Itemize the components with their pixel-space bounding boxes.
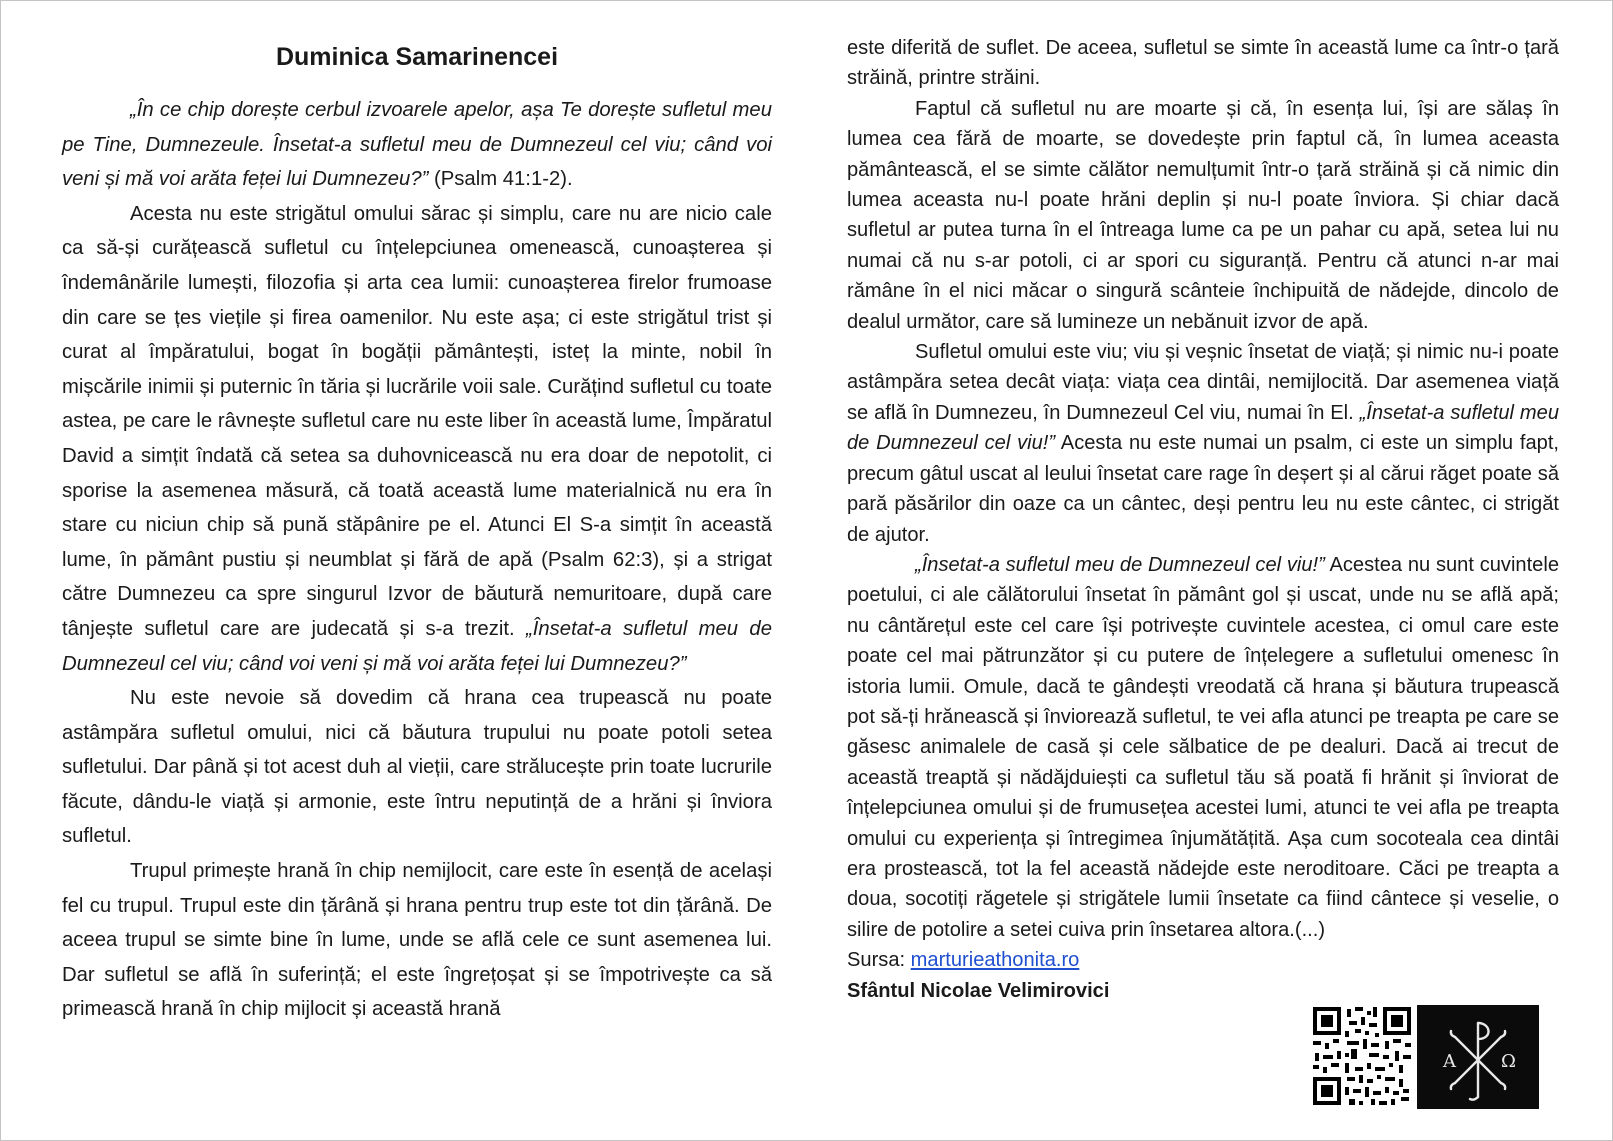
quote-text: „Însetat-a sufletul meu de Dumnezeul cel viu!” [847,401,1559,455]
qr-code-icon [1311,1005,1413,1107]
chi-rho-alpha-omega-icon [1417,1005,1539,1109]
paragraph-3: Nu este nevoie să dovedim că hrana cea trupească nu poate astâmpăra sufletul omului, nici că băutura trupului nu poate potoli setea sufletului. Dar până și tot acest duh al vieții, care strălucește prin toate lucrurile făcute, dându-le viață și armonie, este întru neputință de a hrăni și înviora sufletul. [62,687,772,848]
paragraph-text: Acestea nu sunt cuvintele poetului, ci ale călătorului însetat în pământ gol și uscat, unde nu se află apă; nu cântărețul este cel care își potrivește cuvintele acestea, ci omul care este poate cel mai pătrunzător și cu putere de înțelegere a sufletului omenesc în istoria lumii. Omule, dacă te gândești vreodată că hrana și băutura trupească pot să-ți hrănească și înviorează sufletul, te vei afla atunci pe treapta pe care se găsesc animalele de casă și cele sălbatice de pe dealuri. Dacă ai trecut de această treaptă și nădăjduiești ca sufletul tău să poată fi hrănit și înviorat de înțelepciunea omului și de frumusețea acestei lumi, atunci te vei afla pe treapta omului cu experiența și întregimea înjumătățită. Așa cum socoteala cea dintâi era prostească, tot la fel această nădejde este neroditoare. Căci pe treapta a doua, socotiți răgetele și strigătele lumii însetate ca fiind cântece și veselie, o silire de potolire a setei cuiva prin însetarea altora.(...) [847,553,1559,941]
paragraph-text: Acesta nu este numai un psalm, ci este un simplu fapt, precum gâtul uscat al leului însetat care rage în deșert și al cărui răget poate să pară păsărilor din oaze ca un cântec, deși pentru leu nu este cântec, ci strigăt de ajutor. [847,432,1559,546]
author-name: Sfântul Nicolae Velimirovici [847,979,1110,1002]
source-line [847,945,1559,975]
paragraph-2 [62,197,772,681]
source-label: Sursa: [847,949,911,972]
paragraph-text: Sufletul omului este viu; viu și veșnic însetat de viață; și nimic nu-i poate astâmpăra setea decât viața: viața cea dintâi, nemijlocită. Dar asemenea viață se află în Dumnezeu, în Dumnezeul Cel viu, numai în El. [847,341,1559,424]
paragraph-continued: este diferită de suflet. De aceea, sufletul se simte în această lume ca într-o țară străină, printre străini. [847,37,1559,90]
left-column [62,37,772,1027]
psalm-reference: (Psalm 41:1-2). [428,168,573,191]
paragraph-text: Acesta nu este strigătul omului sărac și simplu, care nu are nicio cale ca să-și curățească sufletul cu înțelepciunea omenească, cunoașterea și îndemânările lumești, filozofia și arta cea lumii: cunoașterea firelor frumoase din care se țes viețile și firea oamenilor. Nu este așa; ci este strigătul trist și curat al împăratului, bogat în bogății pământești, isteț la minte, nobil în mișcările inimii și puternic în tăria și lucrările voii sale. Curățind sufletul cu toate astea, pe care le râvnește sufletul care nu este liber în această lume, Împăratul David a simțit îndată că setea sa duhovnicească nu era doar de nepotolit, ci sporise la asemenea măsură, că toată această lume materialnică nu era în stare cu niciun chip să pună stăpânire pe el. Atunci El S-a simțit în această lume, în pământ pustiu și neumblat și fără de apă (Psalm 62:3), și a strigat către Dumnezeu ca spre singurul Izvor de băutură nemuritoare, după care tânjește sufletul care are judecată și s-a trezit. [62,202,772,640]
chi-rho-logo-graphic [1417,1005,1539,1109]
omega-letter: Ω [1501,1051,1516,1072]
quote-text: „Însetat-a sufletul meu de Dumnezeul cel viu; când voi veni și mă voi arăta feței lui Dumnezeu?” [62,617,772,675]
qr-code-graphic [1311,1005,1413,1107]
paragraph-psalm-quote [62,93,772,197]
document-title: Duminica Samarinencei [275,43,559,71]
quote-text: „Însetat-a sufletul meu de Dumnezeul cel viu!” [915,553,1325,576]
source-link[interactable]: marturieathonita.ro [910,949,1080,972]
paragraph-4: Trupul primește hrană în chip nemijlocit, care este în esență de același fel cu trupul. Trupul este din țărână și hrana pentru trup este tot din țărână. De aceea trupul se simte bine în lume, unde se află cele ce sunt asemenea lui. Dar sufletul se află în suferință; el este îngrețoșat și se împotrivește ca să primească hrană în chip mijlocit și această hrană [62,860,772,1021]
quote-text: „În ce chip dorește cerbul izvoarele apelor, așa Te dorește sufletul meu pe Tine, Dumnezeule. Însetat-a sufletul meu de Dumnezeul cel viu; când voi veni și mă voi arăta feței lui Dumnezeu?” [62,99,772,191]
right-column [847,33,1559,1006]
alpha-letter: Α [1443,1051,1456,1072]
paragraph-6 [847,337,1559,550]
paragraph-5: Faptul că sufletul nu are moarte și că, în esența lui, își are sălaș în lumea cea fără de moarte, se dovedește prin faptul că, în lumea aceasta pământească, el se simte călător nemulțumit într-o țară străină și că nimic din lumea aceasta nu-l poate hrăni deplin și nu-l poate înviora. Și chiar dacă sufletul ar putea turna în el întreaga lume ca pe un pahar cu apă, setea lui nu numai că nu s-ar potoli, ci ar spori cu siguranță. Pentru că atunci n-ar mai rămâne în el nici măcar o singură scânteie închipuită de nădejde, dincolo de dealul următor, care să lumineze un nebănuit izvor de apă. [847,97,1559,333]
paragraph-7 [847,550,1559,945]
